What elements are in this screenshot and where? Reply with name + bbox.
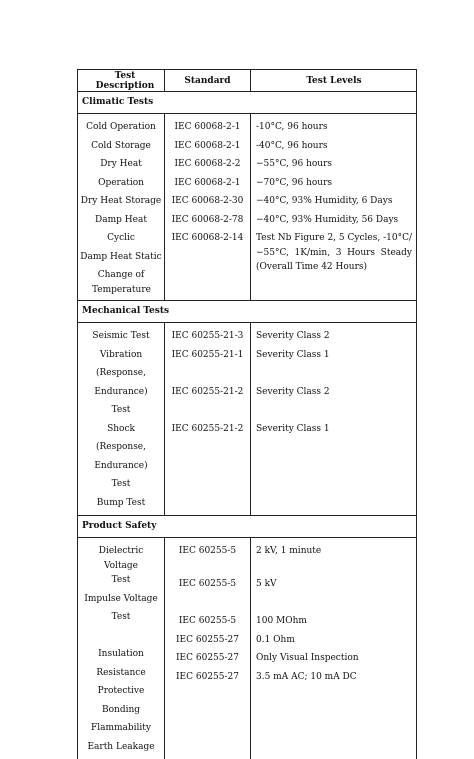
description-column	[78, 114, 164, 300]
table-cell: Severity Class 2	[256, 386, 330, 397]
table-rows	[78, 538, 416, 759]
table-cell: −40°C, 93% Humidity, 6 Days	[256, 196, 393, 206]
table-cell: 0.1 Ohm	[256, 634, 295, 645]
table-cell: IEC 60255-21-3	[171, 331, 244, 341]
table-cell: IEC 60255-21-2	[171, 423, 244, 434]
table-cell: Damp Heat Cyclic	[95, 214, 147, 243]
table-cell: 2 kV, 1 minute	[256, 546, 322, 556]
table-cell: IEC 60068-2-30	[171, 196, 244, 206]
standard-column	[164, 538, 250, 759]
table-cell: Dielectric Voltage Test	[98, 546, 144, 585]
table-cell: −55°C, 96 hours	[256, 159, 333, 169]
header-test-levels: Test Levels	[250, 70, 416, 91]
table-rows	[78, 114, 416, 300]
table-cell: IEC 60255-5	[178, 546, 237, 556]
header-standard: Standard	[164, 70, 250, 91]
table-cell: Change of Temperature	[92, 270, 151, 295]
table-cell: -10°C, 96 hours	[256, 122, 328, 132]
blank-cell	[256, 401, 412, 420]
standard-column	[164, 114, 250, 300]
blank-cell	[80, 627, 162, 646]
table-cell: IEC 60068-2-1	[174, 122, 241, 132]
table-cell: IEC 60255-21-2	[171, 386, 244, 397]
table-cell: Earth Leakage	[87, 741, 155, 752]
table-cell: Shock (Response, Endurance) Test	[94, 423, 148, 489]
table-cell: Cold Operation	[86, 122, 156, 132]
table-cell: IEC 60255-5	[178, 616, 237, 626]
table-cell: Only Visual Inspection	[256, 653, 359, 663]
table-cell: IEC 60068-2-2	[174, 159, 241, 169]
table-cell: Vibration (Response, Endurance) Test	[94, 349, 148, 415]
table-cell: 100 MOhm	[256, 616, 307, 626]
description-column	[78, 538, 164, 759]
table-cell: IEC 60068-2-14	[171, 233, 244, 243]
table-cell: Dry Heat Operation	[98, 159, 144, 188]
section-product-safety	[78, 516, 416, 759]
section-title: Mechanical Tests	[78, 301, 416, 323]
table-cell: −70°C, 96 hours	[256, 177, 333, 188]
table-rows	[78, 323, 416, 515]
table-cell: Protective Bonding	[97, 686, 145, 715]
table-cell: -40°C, 96 hours	[256, 140, 328, 151]
section-title: Product Safety	[78, 516, 416, 538]
table-cell: IEC 60255-27	[176, 671, 239, 682]
table-cell: IEC 60255-27	[176, 634, 239, 645]
test-levels-column	[250, 323, 416, 515]
table-cell: 5 kV	[256, 579, 277, 589]
blank-cell	[165, 401, 250, 420]
table-cell: Dry Heat Storage	[80, 196, 162, 206]
table-cell: Insulation Resistance	[96, 649, 146, 678]
table-cell: 3.5 mA AC; 10 mA DC	[256, 671, 357, 682]
table-cell: Severity Class 1	[256, 423, 330, 434]
table-cell: Damp Heat Static	[80, 251, 162, 262]
test-levels-column	[250, 114, 416, 300]
section-title: Climatic Tests	[78, 92, 416, 114]
blank-cell	[256, 594, 412, 613]
table-cell: IEC 60068-2-1	[174, 140, 241, 151]
table-cell: IEC 60068-2-1	[174, 177, 241, 188]
section-climatic-tests	[78, 92, 416, 301]
table-cell: Severity Class 2	[256, 331, 330, 341]
table-cell: Seismic Test	[92, 331, 150, 341]
table-cell: IEC 60255-5	[178, 579, 237, 589]
blank-cell	[165, 364, 250, 383]
table-cell: Severity Class 1	[256, 349, 330, 360]
table-cell: Cold Storage	[91, 140, 151, 151]
test-specification-table	[77, 69, 417, 759]
table-header-row	[78, 69, 416, 92]
table-cell: −40°C, 93% Humidity, 56 Days	[256, 214, 399, 225]
table-cell: Impulse Voltage Test	[84, 593, 158, 622]
table-cell: IEC 60255-27	[176, 653, 239, 663]
table-cell: Test Nb Figure 2, 5 Cycles, -10°C/−55°C, 1K/min, 3 Hours Steady (Overall Time 42 Hours)	[256, 233, 412, 272]
table-cell: Bump Test	[96, 497, 146, 508]
test-levels-column	[250, 538, 416, 759]
table-cell: IEC 60255-21-1	[171, 349, 244, 360]
blank-cell	[256, 364, 412, 383]
table-cell: Flammability	[90, 723, 152, 733]
blank-cell	[165, 594, 250, 613]
description-column	[78, 323, 164, 515]
header-test-description: Test Description	[95, 70, 155, 91]
table-cell: IEC 60068-2-78	[171, 214, 244, 225]
standard-column	[164, 323, 250, 515]
section-mechanical-tests	[78, 301, 416, 516]
